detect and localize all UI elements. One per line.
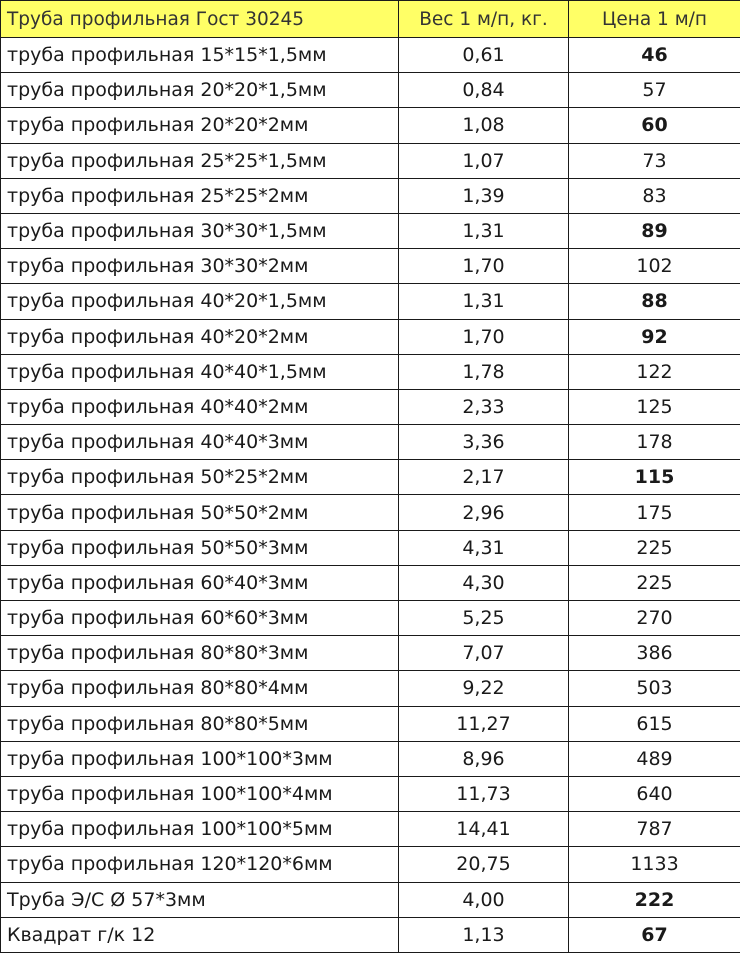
weight-cell: 14,41 xyxy=(399,812,569,847)
price-cell: 225 xyxy=(569,565,740,600)
price-cell: 115 xyxy=(569,460,740,495)
table-row xyxy=(1,565,740,600)
product-name-cell: труба профильная 80*80*5мм xyxy=(1,706,399,741)
table-row xyxy=(1,812,740,847)
product-name-cell: труба профильная 50*25*2мм xyxy=(1,460,399,495)
product-name-cell: труба профильная 25*25*1,5мм xyxy=(1,143,399,178)
price-cell: 102 xyxy=(569,249,740,284)
table-row xyxy=(1,284,740,319)
weight-cell: 1,13 xyxy=(399,917,569,952)
weight-cell: 3,36 xyxy=(399,425,569,460)
product-name-cell: труба профильная 40*40*2мм xyxy=(1,389,399,424)
price-cell: 46 xyxy=(569,38,740,73)
table-row xyxy=(1,213,740,248)
weight-cell: 8,96 xyxy=(399,741,569,776)
table-row xyxy=(1,73,740,108)
weight-cell: 1,07 xyxy=(399,143,569,178)
header-row xyxy=(1,1,740,38)
price-cell: 640 xyxy=(569,776,740,811)
weight-cell: 0,84 xyxy=(399,73,569,108)
price-cell: 1133 xyxy=(569,847,740,882)
product-name-cell: Квадрат г/к 12 xyxy=(1,917,399,952)
product-name-cell: труба профильная 40*40*3мм xyxy=(1,425,399,460)
weight-cell: 2,17 xyxy=(399,460,569,495)
table-row xyxy=(1,249,740,284)
weight-cell: 9,22 xyxy=(399,671,569,706)
product-name-cell: труба профильная 25*25*2мм xyxy=(1,178,399,213)
table-row xyxy=(1,108,740,143)
product-name-cell: труба профильная 15*15*1,5мм xyxy=(1,38,399,73)
table-row xyxy=(1,706,740,741)
price-cell: 60 xyxy=(569,108,740,143)
weight-cell: 1,08 xyxy=(399,108,569,143)
product-name-cell: труба профильная 60*60*3мм xyxy=(1,601,399,636)
table-row xyxy=(1,425,740,460)
product-name-cell: труба профильная 80*80*4мм xyxy=(1,671,399,706)
header-name: Труба профильная Гост 30245 xyxy=(1,1,399,38)
price-cell: 615 xyxy=(569,706,740,741)
weight-cell: 7,07 xyxy=(399,636,569,671)
price-cell: 57 xyxy=(569,73,740,108)
price-cell: 73 xyxy=(569,143,740,178)
price-cell: 178 xyxy=(569,425,740,460)
weight-cell: 4,30 xyxy=(399,565,569,600)
table-row xyxy=(1,143,740,178)
table-row xyxy=(1,319,740,354)
weight-cell: 5,25 xyxy=(399,601,569,636)
weight-cell: 11,27 xyxy=(399,706,569,741)
product-name-cell: труба профильная 100*100*3мм xyxy=(1,741,399,776)
weight-cell: 1,31 xyxy=(399,213,569,248)
product-name-cell: труба профильная 30*30*2мм xyxy=(1,249,399,284)
weight-cell: 2,96 xyxy=(399,495,569,530)
weight-cell: 1,78 xyxy=(399,354,569,389)
weight-cell: 1,70 xyxy=(399,319,569,354)
price-cell: 386 xyxy=(569,636,740,671)
product-name-cell: Труба Э/С Ø 57*3мм xyxy=(1,882,399,917)
price-cell: 787 xyxy=(569,812,740,847)
table-row xyxy=(1,882,740,917)
table-body xyxy=(1,38,740,953)
price-cell: 122 xyxy=(569,354,740,389)
weight-cell: 2,33 xyxy=(399,389,569,424)
table-row xyxy=(1,495,740,530)
table-row xyxy=(1,847,740,882)
weight-cell: 1,31 xyxy=(399,284,569,319)
weight-cell: 0,61 xyxy=(399,38,569,73)
weight-cell: 4,31 xyxy=(399,530,569,565)
price-cell: 489 xyxy=(569,741,740,776)
header-weight: Вес 1 м/п, кг. xyxy=(399,1,569,38)
table-row xyxy=(1,671,740,706)
product-name-cell: труба профильная 100*100*4мм xyxy=(1,776,399,811)
table-row xyxy=(1,38,740,73)
price-cell: 89 xyxy=(569,213,740,248)
weight-cell: 4,00 xyxy=(399,882,569,917)
table-row xyxy=(1,776,740,811)
table-row xyxy=(1,741,740,776)
product-name-cell: труба профильная 40*40*1,5мм xyxy=(1,354,399,389)
product-name-cell: труба профильная 30*30*1,5мм xyxy=(1,213,399,248)
table-row xyxy=(1,389,740,424)
price-cell: 125 xyxy=(569,389,740,424)
weight-cell: 11,73 xyxy=(399,776,569,811)
product-name-cell: труба профильная 20*20*1,5мм xyxy=(1,73,399,108)
product-name-cell: труба профильная 40*20*1,5мм xyxy=(1,284,399,319)
price-cell: 503 xyxy=(569,671,740,706)
price-cell: 222 xyxy=(569,882,740,917)
product-name-cell: труба профильная 80*80*3мм xyxy=(1,636,399,671)
price-cell: 83 xyxy=(569,178,740,213)
table-row xyxy=(1,917,740,952)
product-name-cell: труба профильная 100*100*5мм xyxy=(1,812,399,847)
product-name-cell: труба профильная 60*40*3мм xyxy=(1,565,399,600)
weight-cell: 1,70 xyxy=(399,249,569,284)
product-name-cell: труба профильная 50*50*2мм xyxy=(1,495,399,530)
product-name-cell: труба профильная 20*20*2мм xyxy=(1,108,399,143)
product-name-cell: труба профильная 50*50*3мм xyxy=(1,530,399,565)
weight-cell: 1,39 xyxy=(399,178,569,213)
table-row xyxy=(1,460,740,495)
price-cell: 88 xyxy=(569,284,740,319)
header-price: Цена 1 м/п xyxy=(569,1,740,38)
table-row xyxy=(1,530,740,565)
table-row xyxy=(1,178,740,213)
product-name-cell: труба профильная 40*20*2мм xyxy=(1,319,399,354)
price-cell: 270 xyxy=(569,601,740,636)
product-name-cell: труба профильная 120*120*6мм xyxy=(1,847,399,882)
price-cell: 175 xyxy=(569,495,740,530)
weight-cell: 20,75 xyxy=(399,847,569,882)
price-cell: 225 xyxy=(569,530,740,565)
table-row xyxy=(1,636,740,671)
table-row xyxy=(1,601,740,636)
price-cell: 92 xyxy=(569,319,740,354)
table-row xyxy=(1,354,740,389)
price-cell: 67 xyxy=(569,917,740,952)
